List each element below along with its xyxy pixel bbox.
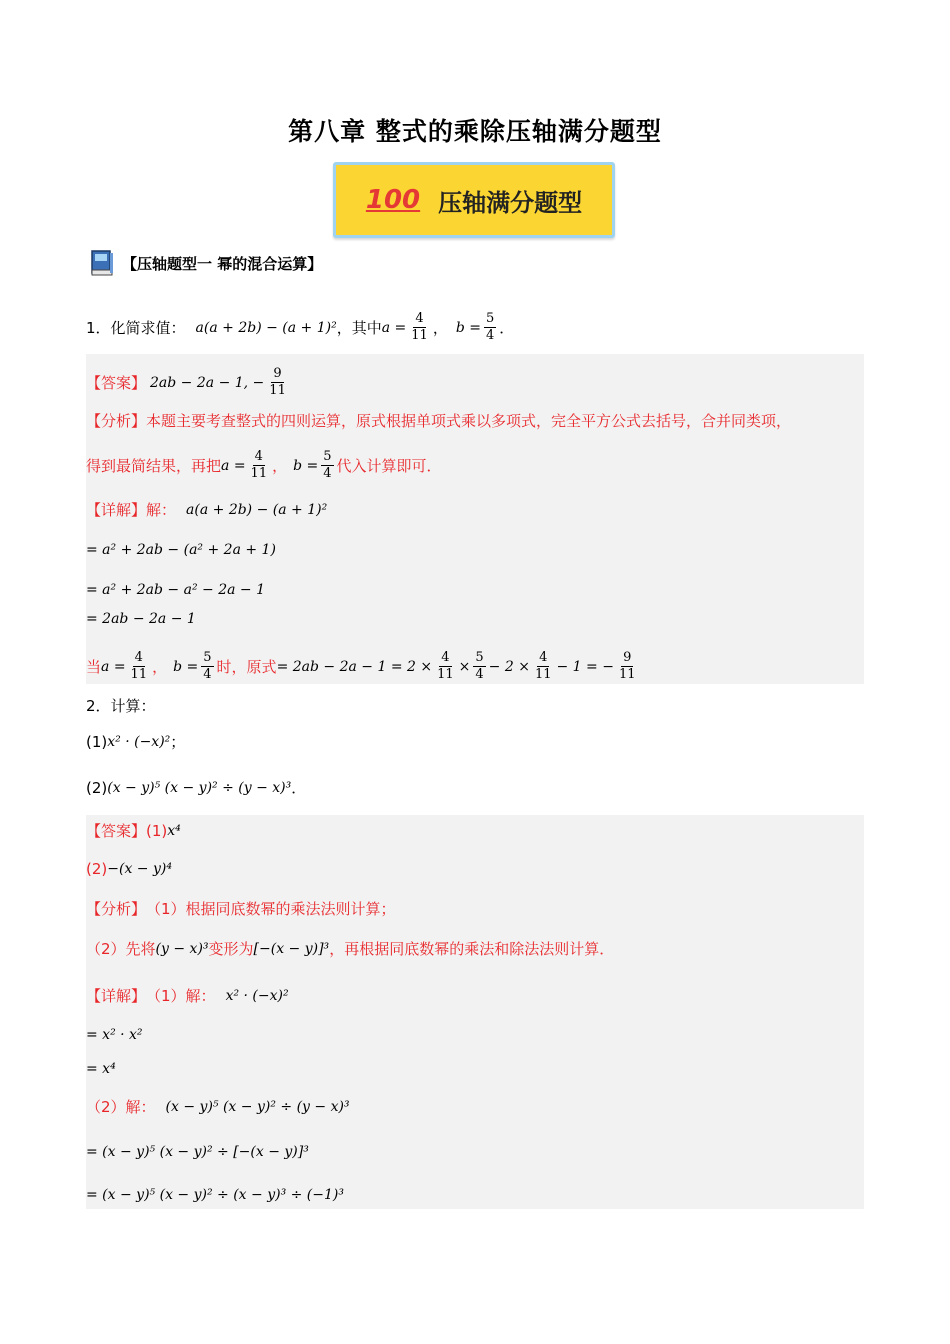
q1-final-expr-b: − 2 × [488,658,530,675]
book-icon [88,248,116,278]
q2-p2-expression: (x − y)⁵ (x − y)² ÷ (y − x)³ [107,780,292,796]
q1-answer-expression: 2ab − 2a − 1, − [150,374,265,391]
q1-step-2-text: = a² + 2ab − a² − 2a − 1 [86,582,265,598]
q1-analysis-line2a: 得到最简结果，再把 [86,456,222,475]
q1-analysis-line2 [86,449,442,482]
q1-final-frac-3: $\frac{4}{11}$ [534,650,552,682]
q2-p1-expression: x² · (−x)² [107,734,171,750]
q2-detail-2 [86,1096,350,1118]
q1-step-1-text: = a² + 2ab − (a² + 2a + 1) [86,542,276,558]
q1-final-frac-2: $\frac{5}{4}$ [475,650,484,682]
q1-analysis-b-eq: b = [293,457,319,474]
q1-analysis-sep: ， [272,456,288,475]
q1-analysis-line2b: 代入计算即可． [336,456,442,475]
q2-detail-part1: （1）解： [146,987,216,1005]
q1-analysis-text: 本题主要考查整式的四则运算，原式根据单项式乘以多项式，完全平方公式去括号，合并同类项， [146,412,792,430]
section-heading-text: 【压轴题型一 幂的混合运算】 [122,254,323,273]
q1-detail [86,499,327,521]
q1-sep: ， [432,318,448,337]
q2-part-1 [86,731,185,753]
q2-analysis-line2a: （2）先将 [86,940,156,958]
q1-a-fraction: $\frac{4}{11}$ [411,311,428,343]
q2-answer-2 [86,858,172,880]
q1-final-when: 当 [86,657,102,676]
q2-analysis-expr2: [−(x − y)]³ [253,941,330,957]
q1-final-time: 时，原式 [216,657,277,676]
banner [333,162,615,238]
q2-p1-end: ； [170,733,186,751]
q1-end: ． [499,318,515,337]
q2-step1-2 [86,1058,116,1080]
q1-final-sep: ， [152,657,168,676]
q1-answer [86,366,291,399]
q2-detail-part1-expr: x² · (−x)² [225,988,289,1004]
q2-analysis-line2 [86,938,614,960]
q2-analysis-line1-text: （1）根据同底数幂的乘法法则计算； [146,900,396,918]
q2-step1-1 [86,1024,143,1046]
q1-final [86,650,641,683]
q1-final-times: × [458,658,471,675]
q1-final-a-fraction: $\frac{4}{11}$ [130,650,148,682]
q2-p2-label: (2) [86,779,108,797]
q1-where: ，其中 [336,318,382,337]
q2-p1-label: (1) [86,733,108,751]
q1-step-3-text: = 2ab − 2a − 1 [86,611,196,627]
q1-a-eq: a = [381,319,407,336]
hundred-points-icon: 100 [365,185,421,215]
analysis-label: 【分析】 [86,412,147,430]
q1-detail-solve: 解： [146,501,177,519]
page-title: 第八章 整式的乘除压轴满分题型 [288,117,662,146]
q1-final-frac-4: $\frac{9}{11}$ [618,650,636,682]
q2-detail-part2-expr: (x − y)⁵ (x − y)² ÷ (y − x)³ [165,1099,350,1115]
detail-label: 【详解】 [86,987,147,1005]
q2-step2-1 [86,1141,309,1163]
banner-text: 压轴满分题型 [438,188,583,217]
q1-analysis-a-eq: a = [221,457,246,474]
q1-final-frac-1: $\frac{4}{11}$ [437,650,454,682]
q1-step-3 [86,608,196,630]
q1-b-fraction: $\frac{5}{4}$ [485,311,495,343]
q2-step2-2-text: = (x − y)⁵ (x − y)² ÷ (x − y)³ ÷ (−1)³ [86,1187,344,1203]
q1-b-eq: b = [455,319,481,336]
q2-analysis-line1 [86,898,396,920]
q1-analysis-line1 [86,410,791,432]
detail-label: 【详解】 [86,501,147,519]
q1-final-b-fraction: $\frac{5}{4}$ [203,650,212,682]
question-1 [86,311,514,344]
q2-prompt: 2．计算： [86,697,156,715]
q1-step-2 [86,579,265,601]
q2-ans1-expression: x⁴ [167,823,181,839]
q1-final-b-eq: b = [173,658,199,675]
q2-p2-end: ． [291,779,307,797]
section-heading [88,248,322,278]
q1-prompt: 1．化简求值： [86,318,186,337]
q2-step1-1-text: = x² · x² [86,1027,143,1043]
q1-answer-fraction: $\frac{9}{11}$ [269,366,286,398]
q2-answer-1 [86,820,181,842]
q2-step1-2-text: = x⁴ [86,1061,116,1077]
q2-ans2-expression: −(x − y)⁴ [107,861,172,877]
q2-analysis-line2c: ，再根据同底数幂的乘法和除法法则计算． [329,940,615,958]
q1-final-a-eq: a = [101,658,126,675]
q2-analysis-expr1: (y − x)³ [155,941,209,957]
q1-analysis-a-fraction: $\frac{4}{11}$ [250,449,268,481]
q2-analysis-line2b: 变形为 [208,940,254,958]
analysis-label: 【分析】 [86,900,147,918]
q1-final-expr-a: = 2ab − 2a − 1 = 2 × [276,658,433,675]
q2-ans1-label: (1) [146,822,168,840]
q2-step2-2 [86,1184,344,1206]
q1-step-1 [86,539,276,561]
q1-expression: a(a + 2b) − (a + 1)² [195,319,337,336]
q1-final-expr-c: − 1 = − [556,658,614,675]
q1-detail-expression: a(a + 2b) − (a + 1)² [186,502,328,518]
answer-label: 【答案】 [86,822,147,840]
q1-analysis-b-fraction: $\frac{5}{4}$ [323,449,332,481]
answer-label: 【答案】 [86,373,147,392]
question-2 [86,695,156,717]
q2-detail-part2: （2）解： [86,1098,156,1116]
q2-part-2 [86,777,306,799]
q2-step2-1-text: = (x − y)⁵ (x − y)² ÷ [−(x − y)]³ [86,1144,309,1160]
q2-ans2-label: (2) [86,860,108,878]
q2-detail-1 [86,985,289,1007]
